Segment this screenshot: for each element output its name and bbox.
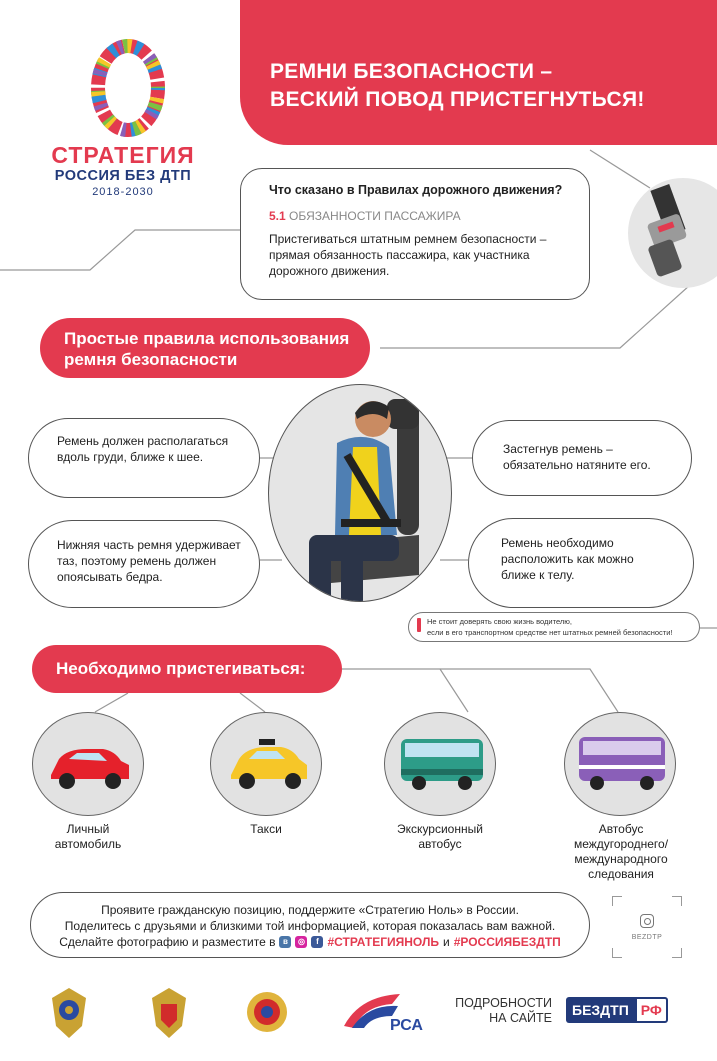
traffic-police-emblem-icon	[244, 984, 290, 1042]
call-to-action	[30, 892, 590, 958]
buckle-up-heading: Необходимо пристегиваться:	[32, 645, 342, 693]
details-line-2: НА САЙТЕ	[489, 1011, 552, 1025]
label-line: Личный	[66, 822, 110, 836]
site-link[interactable]	[566, 997, 668, 1023]
seatbelt-buckle-icon	[628, 178, 717, 288]
frame-corner	[672, 948, 682, 958]
logo-title: СТРАТЕГИЯ	[51, 142, 195, 168]
frame-corner	[672, 896, 682, 906]
taxi-icon	[210, 712, 322, 816]
cta-conjunction: и	[443, 935, 450, 949]
label-line: междугороднего/	[573, 837, 669, 851]
rsa-text: РСА	[390, 1017, 423, 1034]
tip-tighten	[472, 420, 692, 496]
title-line-1: РЕМНИ БЕЗОПАСНОСТИ –	[270, 60, 553, 83]
label-line: следования	[588, 867, 654, 881]
tip-close-to-body	[468, 518, 694, 608]
traffic-rules-box	[240, 168, 590, 300]
rules-question: Что сказано в Правилах дорожного движения?	[269, 183, 563, 197]
rules-text: Пристегиваться штатным ремнем безопасности – прямая обязанность пассажира, как участника дорожного движения.	[269, 232, 547, 278]
instagram-icon[interactable]: ◎	[295, 936, 307, 948]
warning-line-2: если в его транспортном средстве нет штатных ремней безопасности!	[427, 628, 673, 637]
strategy-logo	[18, 30, 228, 200]
vehicle-label-taxi	[206, 822, 326, 837]
vehicle-label-car	[28, 822, 148, 852]
tip-tighten-text: Застегнув ремень – обязательно натяните его.	[503, 442, 651, 472]
frame-corner	[612, 896, 622, 906]
qr-label: BEZDTP	[631, 934, 663, 941]
cta-line-2: Поделитесь с друзьями и близкими той информацией, которая показалась вам важной.	[64, 919, 556, 933]
warning-mark-icon	[417, 618, 421, 632]
seated-passenger-illustration	[268, 384, 452, 602]
header-banner	[240, 0, 717, 145]
vehicle-label-intercity-bus	[556, 822, 686, 882]
tip-chest-text: Ремень должен располагаться вдоль груди, ближе к шее.	[57, 434, 229, 464]
label-line: автомобиль	[54, 837, 122, 851]
title-line-2: ВЕСКИЙ ПОВОД ПРИСТЕГНУТЬСЯ!	[270, 88, 645, 111]
logo-years: 2018-2030	[92, 186, 154, 198]
tip-pelvis-text: Нижняя часть ремня удерживает таз, поэтому ремень должен опоясывать бедра.	[57, 538, 241, 584]
vk-icon[interactable]: в	[279, 936, 291, 948]
tour-bus-icon	[384, 712, 496, 816]
warning-line-1: Не стоит доверять свою жизнь водителю,	[427, 617, 572, 626]
label-line: Автобус	[598, 822, 644, 836]
instagram-qr-frame[interactable]	[612, 896, 682, 958]
rules-section	[269, 209, 589, 223]
tip-chest	[28, 418, 260, 498]
simple-rules-line-2: ремня безопасности	[64, 350, 238, 369]
cta-prefix: Сделайте фотографию и разместите в	[59, 935, 276, 949]
page-title	[270, 58, 645, 114]
rsa-logo	[340, 990, 424, 1034]
label-line: Экскурсионный	[397, 822, 483, 836]
simple-rules-line-1: Простые правила использования	[64, 329, 350, 348]
label-line: автобус	[418, 837, 462, 851]
label-line: международного	[574, 852, 668, 866]
tip-close-text: Ремень необходимо расположить как можно ближе к телу.	[501, 536, 634, 582]
rules-heading: ОБЯЗАННОСТИ ПАССАЖИРА	[289, 209, 461, 223]
ministry-emblem-icon	[46, 984, 92, 1042]
rules-number: 5.1	[269, 209, 286, 223]
details-line-1: ПОДРОБНОСТИ	[455, 996, 552, 1010]
logo-subtitle: РОССИЯ БЕЗ ДТП	[54, 168, 192, 184]
cta-line-1: Проявите гражданскую позицию, поддержите «Стратегию Ноль» в России.	[101, 903, 519, 917]
zero-mosaic-icon	[88, 38, 168, 138]
facebook-icon[interactable]: f	[311, 936, 323, 948]
tip-pelvis	[28, 520, 260, 608]
police-emblem-icon	[146, 984, 192, 1042]
intercity-bus-icon	[564, 712, 676, 816]
cta-line-3	[31, 934, 589, 950]
simple-rules-heading	[40, 318, 370, 378]
red-car-icon	[32, 712, 144, 816]
frame-corner	[612, 948, 622, 958]
instagram-icon	[640, 914, 654, 928]
site-name-part-1: БЕЗДТП	[566, 997, 635, 1023]
details-label	[440, 996, 552, 1026]
warning-note	[408, 612, 700, 642]
hashtag-russia-no-accidents[interactable]: #РОССИЯБЕЗДТП	[453, 935, 561, 949]
label-line: Такси	[250, 822, 282, 836]
hashtag-strategy-zero[interactable]: #СТРАТЕГИЯНОЛЬ	[327, 935, 439, 949]
vehicle-label-tour-bus	[380, 822, 500, 852]
site-name-part-2: РФ	[635, 997, 668, 1023]
